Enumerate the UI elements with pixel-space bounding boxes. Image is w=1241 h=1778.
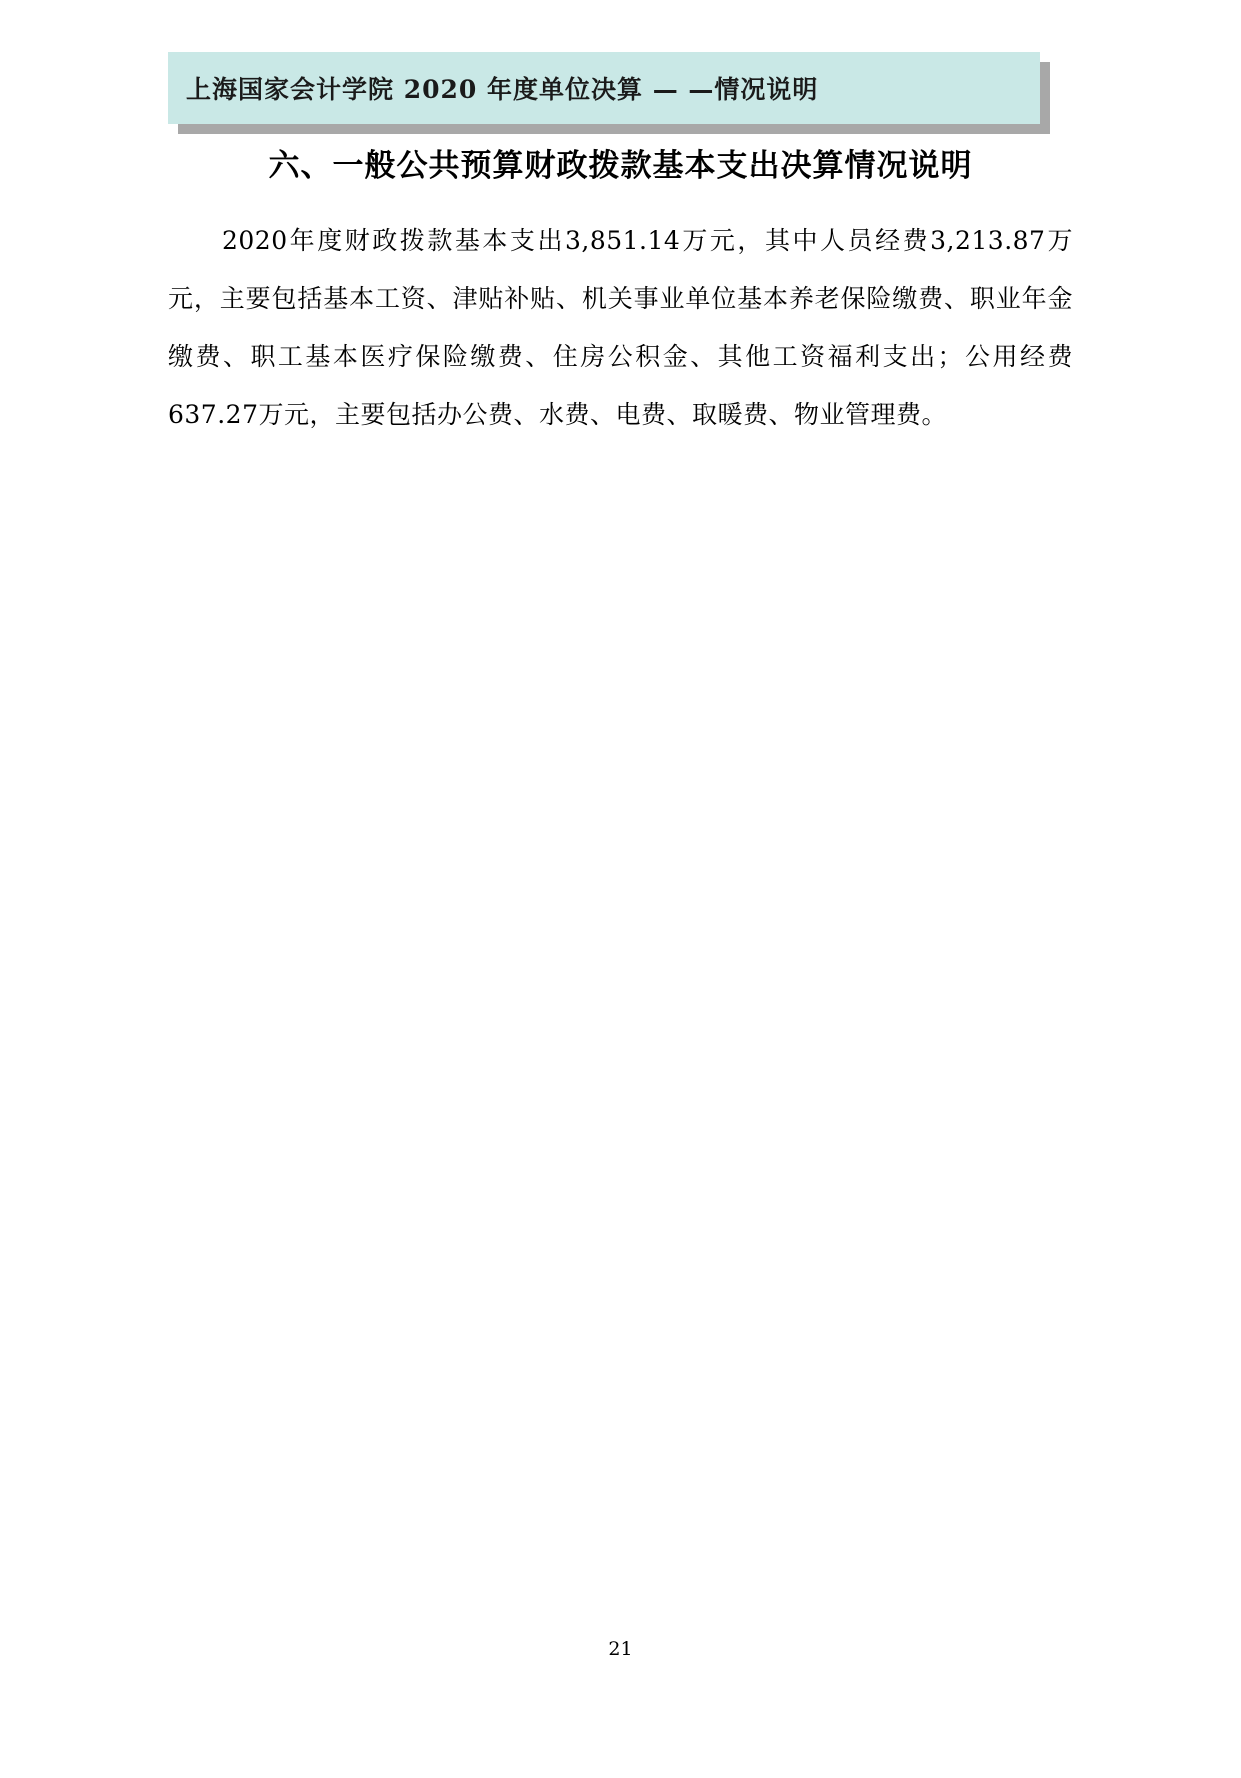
section-heading: 六、一般公共预算财政拨款基本支出决算情况说明 <box>268 148 973 184</box>
page-number: 21 <box>608 1638 633 1660</box>
header-banner-title: 上海国家会计学院 2020 年度单位决算 — —情况说明 <box>186 75 819 104</box>
header-banner-box <box>168 52 1040 124</box>
body-content <box>168 212 1073 444</box>
header-banner <box>168 52 1040 124</box>
body-paragraph: 2020年度财政拨款基本支出3,851.14万元，其中人员经费3,213.87万元，主要包括基本工资、津贴补贴、机关事业单位基本养老保险缴费、职业年金缴费、职工基本医疗保险缴费、住房公积金、其他工资福利支出；公用经费637.27万元，主要包括办公费、水费、电费、取暖费、物业管理费。 <box>168 226 1073 429</box>
